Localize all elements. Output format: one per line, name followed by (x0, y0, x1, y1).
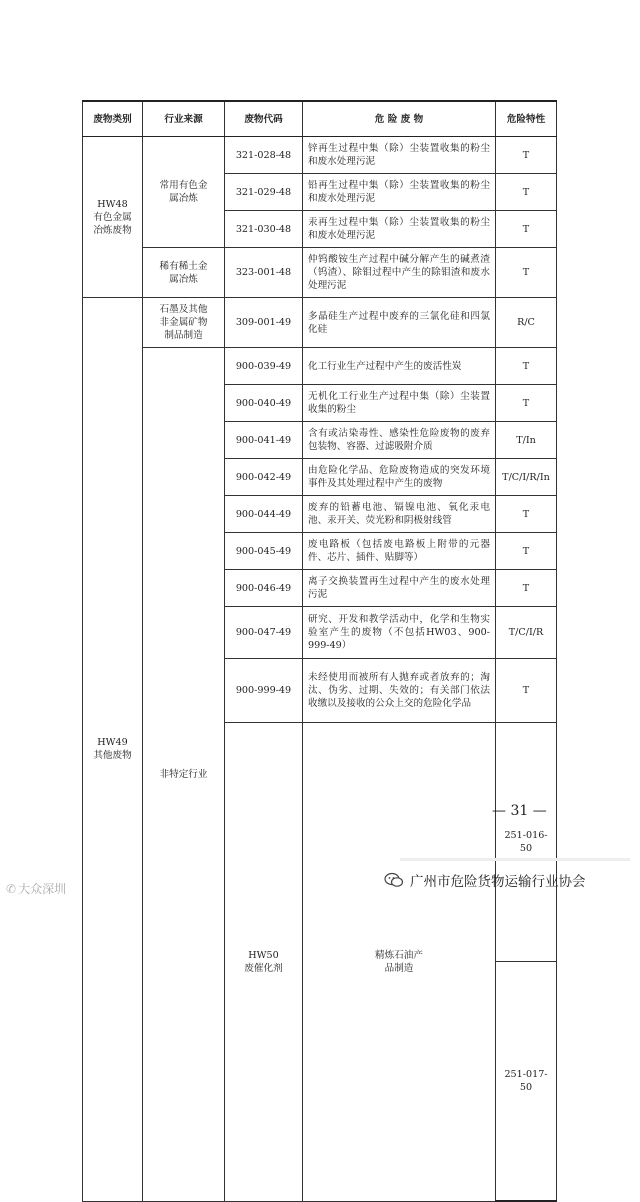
cell-hazard: T (496, 496, 557, 533)
wechat-icon (384, 872, 404, 888)
cell-desc: 废电路板（包括废电路板上附带的元器件、芯片、插件、贴脚等） (303, 533, 496, 570)
cell-code: 900-047-49 (225, 607, 303, 659)
cell-hazard: T (496, 533, 557, 570)
table-row (83, 348, 557, 385)
table-header-row (83, 101, 557, 137)
cell-desc: 无机化工行业生产过程中集（除）尘装置收集的粉尘 (303, 385, 496, 422)
cell-hazard: T (496, 211, 557, 248)
table-body (83, 137, 557, 1202)
cell-hazard: T/C/I/R/In (496, 459, 557, 496)
cell-code: 309-001-49 (225, 298, 303, 348)
waste-table (82, 100, 557, 1202)
table-row (83, 248, 557, 298)
cell-hazard: T (496, 570, 557, 607)
cell-code: 900-044-49 (225, 496, 303, 533)
cell-source: 稀有稀土金 属冶炼 (143, 248, 225, 298)
cell-source: 常用有色金 属冶炼 (143, 137, 225, 248)
footer-org (384, 870, 586, 890)
cell-source: 石墨及其他 非金属矿物 制品制造 (143, 298, 225, 348)
header-category: 废物类别 (83, 101, 143, 137)
cell-desc: 未经使用而被所有人抛弃或者放弃的；淘汰、伪劣、过期、失效的；有关部门依法收缴以及接收的公众上交的危险化学品 (303, 659, 496, 723)
header-hazard: 危险特性 (496, 101, 557, 137)
cell-source: 精炼石油产 品制造 (303, 723, 496, 1202)
footer-org-name: 广州市危险货物运输行业协会 (410, 874, 586, 890)
header-source: 行业来源 (143, 101, 225, 137)
cell-code: 900-039-49 (225, 348, 303, 385)
cell-code: 900-042-49 (225, 459, 303, 496)
header-code: 废物代码 (225, 101, 303, 137)
cell-code: 900-041-49 (225, 422, 303, 459)
cell-hazard: T/In (496, 422, 557, 459)
cell-desc: 多晶硅生产过程中废弃的三氯化硅和四氯化硅 (303, 298, 496, 348)
cell-desc: 废弃的铅蓄电池、镉镍电池、氧化汞电池、汞开关、荧光粉和阴极射线管 (303, 496, 496, 533)
cell-code: 251-016-50 (496, 723, 557, 962)
footer-left-text: 大众深圳 (18, 882, 67, 896)
cell-desc: 离子交换装置再生过程中产生的废水处理污泥 (303, 570, 496, 607)
cell-code: 321-030-48 (225, 211, 303, 248)
cell-hazard: T (496, 659, 557, 723)
footer-left-watermark (6, 880, 66, 897)
cell-desc: 含有或沾染毒性、感染性危险废物的废弃包装物、容器、过滤吸附介质 (303, 422, 496, 459)
cell-desc: 化工行业生产过程中产生的废活性炭 (303, 348, 496, 385)
cell-code: 900-999-49 (225, 659, 303, 723)
watermark-bar (400, 858, 630, 861)
cell-desc: 汞再生过程中集（除）尘装置收集的粉尘和废水处理污泥 (303, 211, 496, 248)
cell-hazard: T (496, 174, 557, 211)
cell-desc: 由危险化学品、危险废物造成的突发环境事件及其处理过程中产生的废物 (303, 459, 496, 496)
cell-hazard: R/C (496, 298, 557, 348)
cell-desc: 铅再生过程中集（除）尘装置收集的粉尘和废水处理污泥 (303, 174, 496, 211)
cell-category: HW50 废催化剂 (225, 723, 303, 1202)
cell-category: HW49 其他废物 (83, 298, 143, 1202)
cell-category: HW48 有色金属 冶炼废物 (83, 137, 143, 298)
cell-code: 251-017-50 (496, 962, 557, 1202)
cell-hazard: T/C/I/R (496, 607, 557, 659)
table-row (83, 298, 557, 348)
cell-code: 321-028-48 (225, 137, 303, 174)
cell-desc: 研究、开发和教学活动中，化学和生物实验室产生的废物（不包括HW03、900-999-49） (303, 607, 496, 659)
cell-hazard: T (496, 348, 557, 385)
cell-desc: 仲钨酸铵生产过程中碱分解产生的碱煮渣（钨渣）、除钼过程中产生的除钼渣和废水处理污泥 (303, 248, 496, 298)
cell-code: 900-045-49 (225, 533, 303, 570)
cell-code: 900-040-49 (225, 385, 303, 422)
cell-desc: 锌再生过程中集（除）尘装置收集的粉尘和废水处理污泥 (303, 137, 496, 174)
cell-code: 323-001-48 (225, 248, 303, 298)
header-waste: 危 险 废 物 (303, 101, 496, 137)
page-number: — 31 — (492, 803, 547, 819)
cell-hazard: T (496, 248, 557, 298)
cell-source: 非特定行业 (143, 348, 225, 1202)
cell-hazard: T (496, 137, 557, 174)
table-row (83, 137, 557, 174)
cell-hazard: T (496, 385, 557, 422)
cell-code: 321-029-48 (225, 174, 303, 211)
watermark-icon: ✆ (6, 881, 17, 896)
cell-code: 900-046-49 (225, 570, 303, 607)
